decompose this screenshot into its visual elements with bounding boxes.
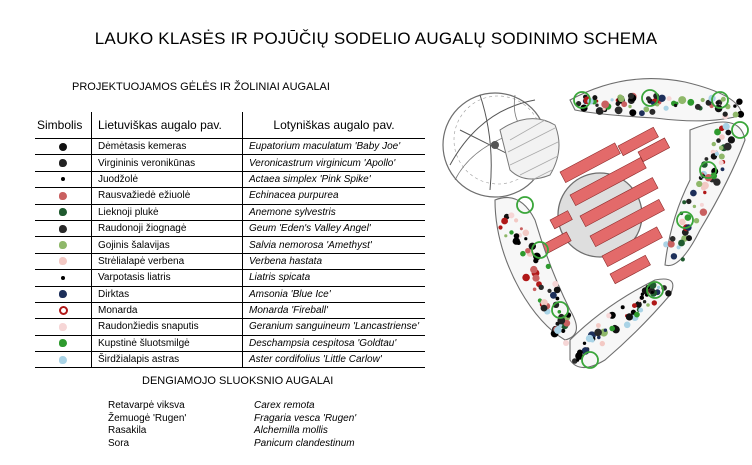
plant-dot	[563, 340, 569, 346]
plant-dot	[532, 275, 539, 282]
plant-dot	[640, 296, 644, 300]
plant-dot	[546, 264, 551, 269]
plant-dot	[558, 310, 562, 314]
plant-dot	[592, 95, 597, 100]
symbol-cell	[35, 204, 92, 220]
latin-name-cell: Aster cordifolius 'Little Carlow'	[243, 352, 426, 368]
plant-dot	[665, 290, 671, 296]
latin-name-cell: Amsonia 'Blue Ice'	[243, 286, 426, 302]
lithuanian-name-cell: Dėmėtasis kemeras	[92, 139, 243, 155]
table-row	[35, 270, 425, 286]
latin-name-cell: Anemone sylvestris	[243, 204, 426, 220]
table-row	[35, 335, 425, 351]
plant-dot	[524, 237, 527, 240]
plant-symbol-icon	[59, 323, 67, 331]
latin-name-cell: Veronicastrum virginicum 'Apollo'	[243, 155, 426, 171]
lithuanian-name-cell: Raudonžiedis snaputis	[92, 319, 243, 335]
ground-cover-latin-name: Carex remota	[254, 400, 315, 411]
plant-symbol-icon	[59, 257, 67, 265]
plant-dot	[694, 218, 699, 223]
table-row	[35, 204, 425, 220]
plant-dot	[687, 99, 694, 106]
lithuanian-name-cell: Varpotasis liatris	[92, 270, 243, 286]
plant-dot	[509, 230, 513, 234]
plant-symbol-icon	[59, 143, 67, 151]
plant-dot	[668, 241, 675, 248]
table-header-row	[35, 112, 425, 139]
plant-dot	[686, 235, 692, 241]
latin-name-cell: Eupatorium maculatum 'Baby Joe'	[243, 139, 426, 155]
plant-dot	[609, 326, 615, 332]
symbol-cell	[35, 286, 92, 302]
plant-dot	[723, 112, 728, 117]
plant-dot	[713, 178, 720, 185]
ground-cover-lithuanian-name: Žemuogė 'Rugen'	[108, 412, 187, 424]
symbol-cell	[35, 139, 92, 155]
plant-symbol-icon	[59, 208, 67, 216]
plant-dot	[634, 312, 640, 318]
plant-dot	[678, 240, 685, 247]
plant-dot	[649, 109, 655, 115]
plant-dot	[652, 300, 657, 305]
plant-dot	[674, 104, 677, 107]
plant-dot	[658, 95, 665, 102]
ground-cover-latin-list	[254, 400, 356, 450]
plant-dot	[626, 313, 633, 320]
lithuanian-name-cell: Dirktas	[92, 286, 243, 302]
plant-dot	[716, 101, 720, 105]
plant-dot	[728, 136, 735, 143]
lithuanian-name-cell: Strėlialapė verbena	[92, 253, 243, 269]
plant-dot	[624, 322, 631, 329]
header-lithuanian: Lietuviškas augalo pav.	[92, 112, 243, 139]
symbol-cell	[35, 335, 92, 351]
plant-symbol-icon	[61, 177, 65, 181]
plant-dot	[736, 99, 742, 105]
lithuanian-name-cell: Juodžolė	[92, 171, 243, 187]
plant-dot	[513, 237, 520, 244]
plant-dot	[520, 227, 523, 230]
plant-dot	[539, 285, 544, 290]
plant-dot	[508, 212, 514, 218]
plant-dot	[719, 160, 724, 165]
plant-dot	[657, 286, 660, 289]
plant-dot	[701, 182, 709, 190]
plant-symbol-icon	[59, 339, 67, 347]
ground-cover-lithuanian-name: Rasakila	[108, 425, 147, 436]
plant-dot	[522, 274, 530, 282]
table-row	[35, 286, 425, 302]
section-title: PROJEKTUOJAMOS GĖLĖS IR ŽOLINIAI AUGALAI	[72, 81, 330, 93]
symbol-cell	[35, 237, 92, 253]
plant-dot	[554, 327, 561, 334]
plant-dot	[681, 257, 685, 261]
page-title: LAUKO KLASĖS IR POJŪČIŲ SODELIO AUGALŲ SODINIMO SCHEMA	[94, 29, 658, 48]
plant-dot	[716, 138, 721, 143]
plant-dot	[682, 200, 686, 204]
plant-dot	[638, 299, 641, 302]
plant-dot	[678, 96, 686, 104]
plant-dot	[646, 303, 650, 307]
plant-dot	[520, 251, 526, 257]
plant-symbol-icon	[59, 356, 67, 364]
plant-dot	[541, 305, 548, 312]
lithuanian-name-cell: Monarda	[92, 302, 243, 318]
plant-symbol-icon	[59, 290, 67, 298]
plant-dot	[696, 181, 702, 187]
plant-dot	[498, 225, 502, 229]
symbol-cell	[35, 171, 92, 187]
plant-rows	[35, 139, 425, 368]
plant-dot	[594, 329, 602, 337]
plant-dot	[719, 154, 725, 160]
header-symbol: Simbolis	[35, 112, 92, 139]
symbol-cell	[35, 302, 92, 318]
plant-dot	[596, 323, 601, 328]
plant-dot	[514, 218, 518, 222]
latin-name-cell: Monarda 'Fireball'	[243, 302, 426, 318]
lithuanian-name-cell: Gojinis šalavijas	[92, 237, 243, 253]
ground-cover-latin-name: Panicum clandestinum	[254, 437, 355, 449]
plant-dot	[561, 329, 565, 333]
plant-dot	[533, 288, 537, 292]
lithuanian-name-cell: Lieknoji plukė	[92, 204, 243, 220]
plant-dot	[693, 205, 696, 208]
plant-dot	[550, 292, 557, 299]
table-row	[35, 237, 425, 253]
symbol-cell	[35, 253, 92, 269]
plant-dot	[643, 300, 646, 303]
plant-dot	[719, 146, 724, 151]
plant-dot	[600, 341, 605, 346]
plant-dot	[679, 219, 686, 226]
symbol-cell	[35, 270, 92, 286]
plant-dot	[700, 203, 704, 207]
plant-dot	[715, 152, 719, 156]
plant-dot	[615, 106, 623, 114]
lithuanian-name-cell: Raudonoji žiognagė	[92, 220, 243, 236]
planting-plan	[440, 70, 750, 390]
plant-dot	[690, 190, 697, 197]
plant-dot	[618, 96, 625, 103]
table-row	[35, 171, 425, 187]
plant-symbol-icon	[59, 241, 67, 249]
ground-cover-latin-name: Fragaria vesca 'Rugen'	[254, 412, 357, 424]
plant-dot	[712, 142, 716, 146]
plant-dot	[632, 303, 637, 308]
plant-dot	[703, 191, 706, 194]
ground-cover-lithuanian-name: Sora	[108, 437, 130, 449]
table-row	[35, 253, 425, 269]
plant-dot	[611, 98, 614, 101]
latin-name-cell: Liatris spicata	[243, 270, 426, 286]
plant-symbol-icon	[61, 276, 65, 280]
header-latin: Lotyniškas augalo pav.	[243, 112, 426, 139]
symbol-cell	[35, 319, 92, 335]
plant-dot	[644, 107, 650, 113]
plant-table	[35, 112, 425, 368]
plant-dot	[671, 253, 677, 259]
plant-dot	[501, 218, 508, 225]
table-row	[35, 139, 425, 155]
plant-dot	[725, 130, 731, 136]
plant-dot	[583, 342, 586, 345]
plant-dot	[621, 101, 627, 107]
plant-dot	[670, 236, 676, 242]
latin-name-cell: Geum 'Eden's Valley Angel'	[243, 220, 426, 236]
table-row	[35, 155, 425, 171]
plant-dot	[576, 359, 579, 362]
plant-dot	[628, 105, 631, 108]
plant-dot	[629, 109, 636, 116]
latin-name-cell: Verbena hastata	[243, 253, 426, 269]
plant-dot	[547, 289, 551, 293]
lithuanian-name-cell: Virgininis veronikūnas	[92, 155, 243, 171]
plant-dot	[504, 234, 507, 237]
plant-dot	[701, 98, 705, 102]
symbol-cell	[35, 352, 92, 368]
plant-dot	[552, 281, 558, 287]
lithuanian-name-cell: Širdžialapis astras	[92, 352, 243, 368]
ground-cover-lithuanian-name: Retavarpė viksva	[108, 400, 185, 411]
lithuanian-name-cell: Kupstinė šluotsmilgė	[92, 335, 243, 351]
latin-name-cell: Salvia nemorosa 'Amethyst'	[243, 237, 426, 253]
plant-dot	[721, 167, 725, 171]
plant-dot	[651, 291, 654, 294]
plant-symbol-icon	[59, 225, 67, 233]
plant-dot	[664, 106, 669, 111]
plant-dot	[646, 96, 651, 101]
plant-dot	[721, 98, 725, 102]
plant-dot	[667, 96, 672, 101]
plant-dot	[616, 101, 621, 106]
plant-dot	[601, 101, 609, 109]
latin-name-cell: Echinacea purpurea	[243, 188, 426, 204]
lithuanian-name-cell: Rausvažiedė ežiuolė	[92, 188, 243, 204]
plant-dot	[724, 143, 732, 151]
plant-dot	[700, 209, 707, 216]
plant-dot	[595, 104, 598, 107]
table-row	[35, 352, 425, 368]
latin-name-cell: Actaea simplex 'Pink Spike'	[243, 171, 426, 187]
plant-dot	[685, 214, 692, 221]
ground-cover-latin-name: Alchemilla mollis	[254, 425, 328, 436]
symbol-cell	[35, 188, 92, 204]
plant-dot	[591, 339, 595, 343]
symbol-cell	[35, 155, 92, 171]
plant-symbol-icon	[59, 159, 67, 167]
plant-dot	[606, 313, 611, 318]
plant-dot	[638, 308, 643, 313]
plant-dot	[733, 112, 739, 118]
plant-dot	[723, 123, 730, 130]
plant-dot	[621, 305, 625, 309]
ground-cover-title: DENGIAMOJO SLUOKSNIO AUGALAI	[142, 375, 334, 387]
ground-cover-lithuanian-list	[108, 400, 186, 450]
plant-dot	[604, 329, 607, 332]
plant-dot	[686, 199, 691, 204]
plant-dot	[596, 107, 604, 115]
plant-dot	[628, 93, 634, 99]
table-row	[35, 188, 425, 204]
plant-symbol-icon	[59, 192, 67, 200]
plant-dot	[733, 104, 736, 107]
plant-dot	[705, 157, 709, 161]
plant-symbol-icon	[59, 306, 68, 315]
table-row	[35, 302, 425, 318]
plant-dot	[639, 110, 645, 116]
table-row	[35, 220, 425, 236]
plant-dot	[523, 230, 530, 237]
plant-dot	[556, 322, 560, 326]
table-row	[35, 319, 425, 335]
latin-name-cell: Geranium sanguineum 'Lancastriense'	[243, 319, 426, 335]
plant-dot	[695, 104, 701, 110]
latin-name-cell: Deschampsia cespitosa 'Goldtau'	[243, 335, 426, 351]
plant-dot	[530, 266, 537, 273]
symbol-cell	[35, 220, 92, 236]
